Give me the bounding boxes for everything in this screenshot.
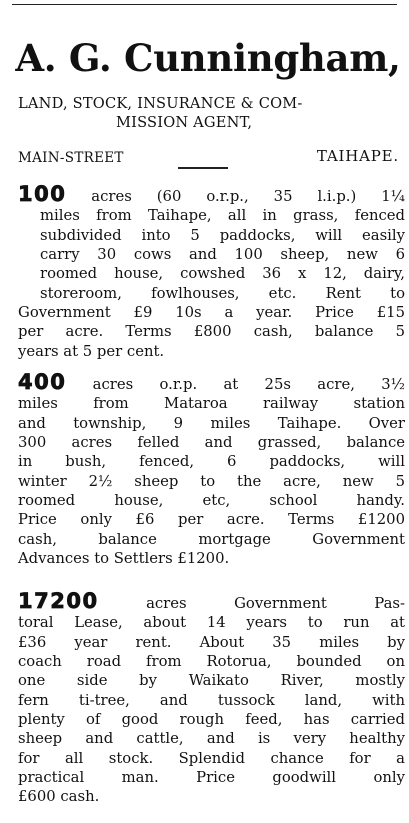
listing-line: carry 30 cows and 100 sheep, new 6	[40, 246, 405, 264]
business-description	[18, 94, 400, 132]
listing-line: and township, 9 miles Taihape. Over	[18, 414, 405, 432]
property-listing-100-acres	[18, 182, 405, 361]
listing-line: miles from Taihape, all in grass, fenced	[40, 207, 405, 225]
listing-line: Price only £6 per acre. Terms £1200	[18, 511, 405, 529]
property-listing-400-acres	[18, 370, 405, 568]
listing-acreage: 17200	[18, 589, 99, 613]
property-listing-17200-acres	[18, 589, 405, 807]
listing-text: acres (60 o.r.p., 35 l.i.p.) 1¼	[91, 188, 405, 205]
listing-line: sheep and cattle, and is very healthy	[18, 730, 405, 748]
listing-line: Government £9 10s a year. Price £15	[18, 304, 405, 322]
listing-line: miles from Mataroa railway station	[18, 395, 405, 413]
listing-line: roomed house, cowshed 36 x 12, dairy,	[40, 265, 405, 283]
listing-text: acres Government Pas-	[146, 595, 405, 612]
address-street: MAIN-STREET	[18, 150, 124, 166]
listing-line: £600 cash.	[18, 788, 100, 806]
listing-line: storeroom, fowlhouses, etc. Rent to	[40, 284, 405, 302]
listing-line: for all stock. Splendid chance for a	[18, 749, 405, 767]
advertiser-name: A. G. Cunningham,	[15, 36, 401, 80]
listing-acreage: 400	[18, 370, 67, 394]
listing-line: fern ti-tree, and tussock land, with	[18, 691, 405, 709]
listing-line	[18, 589, 405, 613]
listing-line: roomed house, etc, school handy.	[18, 492, 405, 510]
listing-line: winter 2½ sheep to the acre, new 5	[18, 472, 405, 490]
business-description-line: MISSION AGENT,	[116, 114, 253, 131]
top-rule	[12, 4, 397, 5]
listing-line	[18, 182, 405, 206]
listing-line: practical man. Price goodwill only	[18, 769, 405, 787]
listing-line: plenty of good rough feed, has carried	[18, 711, 405, 729]
listing-line	[18, 370, 405, 394]
listing-line: 300 acres felled and grassed, balance	[18, 434, 405, 452]
listing-line: cash, balance mortgage Government	[18, 530, 405, 548]
address-town: TAIHAPE.	[316, 147, 399, 165]
listing-line: £36 year rent. About 35 miles by	[18, 633, 405, 651]
listing-line: in bush, fenced, 6 paddocks, will	[18, 453, 405, 471]
listing-line: toral Lease, about 14 years to run at	[18, 614, 405, 632]
listing-acreage: 100	[18, 182, 67, 206]
section-divider	[178, 167, 228, 169]
business-description-line: LAND, STOCK, INSURANCE & COM-	[18, 95, 303, 112]
listing-line: years at 5 per cent.	[18, 342, 165, 360]
listing-line: per acre. Terms £800 cash, balance 5	[18, 323, 405, 341]
listing-text: acres o.r.p. at 25s acre, 3½	[92, 376, 405, 393]
listing-line: subdivided into 5 paddocks, will easily	[40, 226, 405, 244]
listing-line: Advances to Settlers £1200.	[18, 550, 230, 568]
listing-line: one side by Waikato River, mostly	[18, 672, 405, 690]
listing-line: coach road from Rotorua, bounded on	[18, 653, 405, 671]
